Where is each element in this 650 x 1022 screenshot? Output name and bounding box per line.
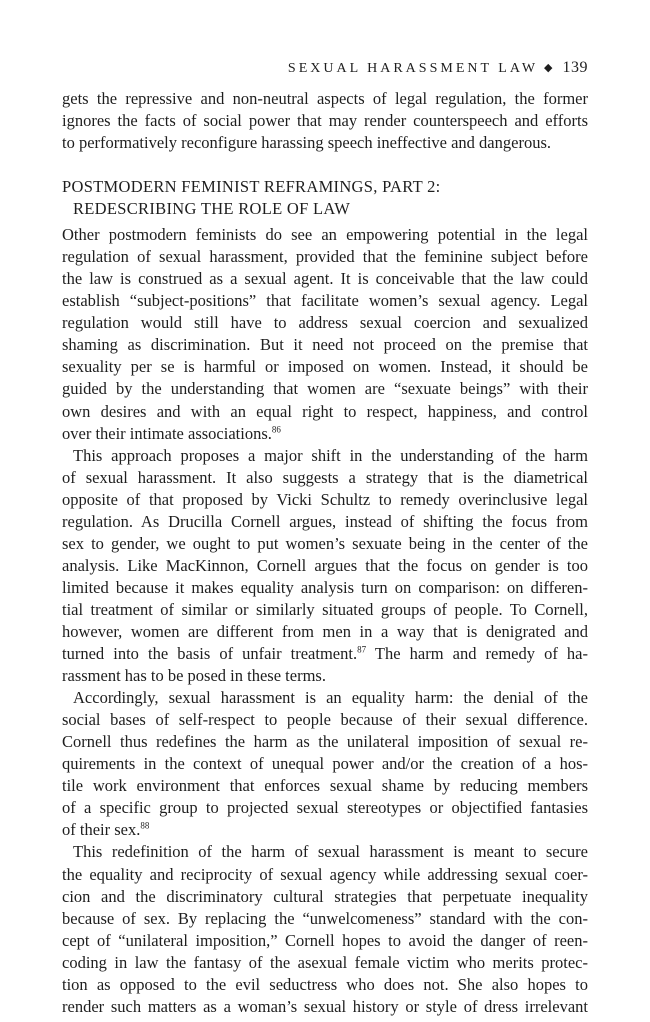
text-line: sex to gender, we ought to put women’s sexuate being in the center of the: [62, 533, 588, 553]
text-line: ignores the facts of social power that may render counterspeech and efforts: [62, 111, 588, 131]
text-line: tial treatment of similar or similarly situated groups of people. To Cornell,: [62, 599, 588, 619]
text-line: of sexual harassment. It also suggests a strategy that is the diametrical: [62, 467, 588, 487]
text-line: This approach proposes a major shift in the understanding of the harm: [73, 445, 588, 465]
paragraph-1: [62, 224, 588, 444]
text-line: guided by the understanding that women are “sexuate beings” with their: [62, 379, 588, 399]
text-line: Other postmodern feminists do see an empowering potential in the legal: [62, 225, 588, 245]
text-line: regulation of sexual harassment, provided that the feminine subject before: [62, 247, 588, 267]
text-line: cept of “unilateral imposition,” Cornell hopes to avoid the danger of reen-: [62, 930, 588, 950]
text-line-content: turned into the basis of unfair treatment.: [62, 644, 358, 664]
text-line: because of sex. By replacing the “unwelcomeness” standard with the con-: [62, 908, 588, 928]
text-line: analysis. Like MacKinnon, Cornell argues that the focus on gender is too: [62, 555, 588, 575]
text-line: regulation would still have to address sexual coercion and sexualized: [62, 313, 588, 333]
section-heading-line-2: REDESCRIBING THE ROLE OF LAW: [73, 199, 351, 219]
text-line: gets the repressive and non-neutral aspects of legal regulation, the former: [62, 89, 588, 108]
text-line: quirements in the context of unequal power and/or the creation of a hos-: [62, 754, 588, 774]
section-heading: [62, 176, 588, 220]
text-line: tile work environment that enforces sexual shame by reducing members: [62, 776, 588, 796]
text-line: opposite of that proposed by Vicki Schultz to remedy overinclusive legal: [62, 489, 588, 509]
text-line: rassment has to be posed in these terms.: [62, 666, 326, 686]
text-line: This redefinition of the harm of sexual harassment is meant to secure: [73, 842, 588, 862]
page-number: 139: [562, 59, 588, 76]
text-line: [62, 819, 588, 841]
text-line: regulation. As Drucilla Cornell argues, instead of shifting the focus from: [62, 511, 588, 531]
paragraph-4: [62, 841, 588, 1017]
running-head: [62, 58, 588, 79]
text-line: sexuality per se is harmful or imposed on women. Instead, it should be: [62, 357, 588, 377]
text-line: [62, 423, 588, 445]
text-line: limited because it makes equality analysis turn on comparison: on differen-: [62, 577, 588, 597]
paragraph-3: [62, 687, 588, 841]
footnote-ref: 87: [357, 644, 367, 655]
text-line-content: of their sex.: [62, 820, 141, 840]
text-line: Cornell thus redefines the harm as the unilateral imposition of sexual re-: [62, 732, 588, 752]
text-line: however, women are different from men in a way that is denigrated and: [62, 621, 588, 641]
text-line: Accordingly, sexual harassment is an equality harm: the denial of the: [73, 688, 588, 708]
text-line: establish “subject-positions” that facilitate women’s sexual agency. Legal: [62, 291, 588, 311]
footnote-ref: 86: [271, 424, 281, 435]
text-line-content: over their intimate associations.: [62, 423, 272, 443]
text-line: of a specific group to projected sexual stereotypes or objectified fantasies: [62, 798, 588, 818]
text-line: social bases of self-respect to people because of their sexual difference.: [62, 710, 588, 730]
diamond-separator-icon: ◆: [544, 62, 553, 74]
opening-paragraph: [62, 88, 588, 154]
text-line: coding in law the fantasy of the asexual female victim who merits protec-: [62, 952, 588, 972]
text-line: to performatively reconfigure harassing speech ineffective and dangerous.: [62, 133, 551, 153]
running-title: SEXUAL HARASSMENT LAW: [287, 61, 539, 76]
text-line: tion as opposed to the evil seductress who does not. She also hopes to: [62, 974, 588, 994]
text-line-content: The harm and remedy of ha-: [366, 644, 588, 664]
text-line: the law is construed as a sexual agent. It is conceivable that the law could: [62, 269, 588, 289]
footnote-ref: 88: [140, 820, 150, 831]
text-line: render such matters as a woman’s sexual history or style of dress irrelevant: [62, 996, 588, 1016]
text-line: the equality and reciprocity of sexual agency while addressing sexual coer-: [62, 864, 588, 884]
text-line: own desires and with an equal right to respect, happiness, and control: [62, 401, 588, 421]
text-line: cion and the discriminatory cultural strategies that perpetuate inequality: [62, 886, 588, 906]
paragraph-2: [62, 445, 588, 688]
page-body: [62, 88, 588, 1018]
text-line: [62, 643, 588, 665]
section-heading-line-1: POSTMODERN FEMINIST REFRAMINGS, PART 2:: [62, 177, 441, 197]
text-line: shaming as discrimination. But it need not proceed on the premise that: [62, 335, 588, 355]
